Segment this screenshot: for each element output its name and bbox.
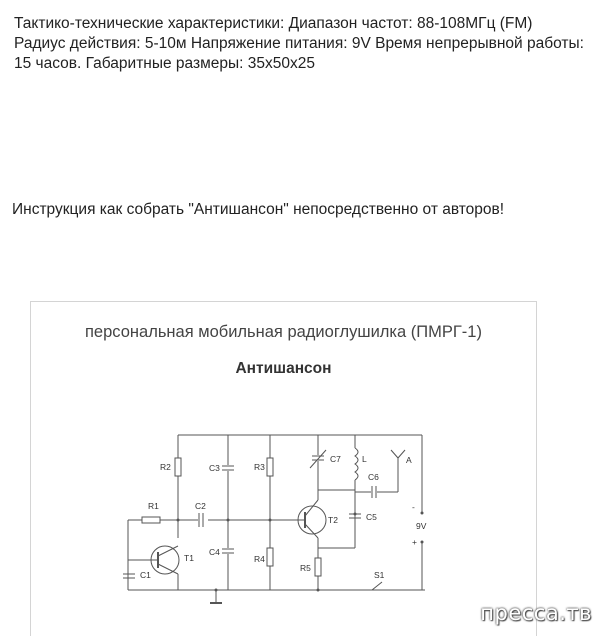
label-T2: T2 [328,515,338,525]
label-C3: C3 [209,463,220,473]
label-R3: R3 [254,462,265,472]
label-C4: C4 [209,547,220,557]
circuit-diagram [90,420,435,615]
label-minus: - [412,502,415,512]
label-C5: C5 [366,512,377,522]
label-A: A [406,455,412,465]
label-S1: S1 [374,570,385,580]
label-battery: 9V [416,521,427,531]
schematic-subtitle: Антишансон [235,360,332,377]
label-R1: R1 [148,501,159,511]
instruction-line: Инструкция как собрать "Антишансон" непосредственно от авторов! [12,201,505,218]
label-C1: C1 [140,570,151,580]
specs-paragraph: Тактико-технические характеристики: Диапазон частот: 88-108МГц (FM) Радиус действия: 5-10м Напряжение питания: 9V Время непрерывной работы: 15 часов. Габаритные размеры: 35x50x25 [14,15,584,72]
label-plus: + [412,537,417,547]
label-C7: C7 [330,454,341,464]
label-R5: R5 [300,563,311,573]
label-R2: R2 [160,462,171,472]
watermark: пресса.тв [480,601,592,625]
label-C6: C6 [368,472,379,482]
label-R4: R4 [254,554,265,564]
label-T1: T1 [184,553,194,563]
schematic-title: персональная мобильная радиоглушилка (ПМРГ-1) [85,323,482,341]
label-L: L [362,454,367,464]
label-C2: C2 [195,501,206,511]
